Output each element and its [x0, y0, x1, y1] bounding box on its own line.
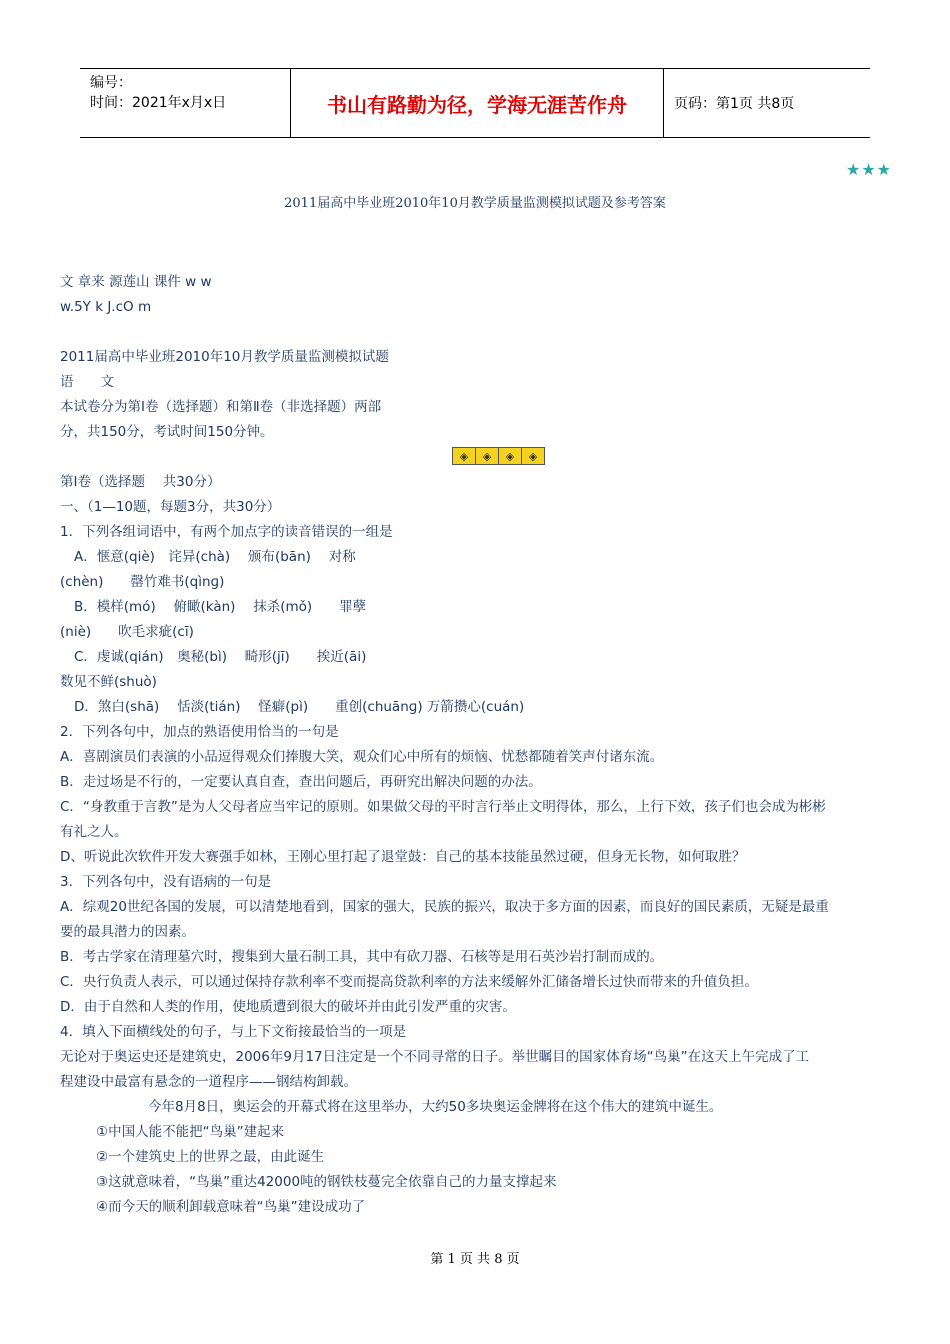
header-meta — [80, 69, 290, 137]
passage: 无论对于奥运史还是建筑史，2006年9月17日注定是一个不同寻常的日子。举世瞩目的国家体育场“鸟巢”在这天上午完成了工 — [60, 1049, 810, 1065]
sentence-option: ④而今天的顺利卸载意味着“鸟巢”建设成功了 — [96, 1199, 366, 1215]
option-cont: 要的最具潜力的因素。 — [60, 924, 195, 940]
header-page-info: 页码：第1页 共8页 — [674, 96, 795, 112]
option-cont: (chèn) 罄竹难书(qìnɡ) — [60, 574, 225, 590]
sentence-option: ③这就意味着，“鸟巢”重达42000吨的钢铁枝蔓完全依靠自己的力量支撑起来 — [96, 1174, 557, 1190]
decorative-logo-icon: ◈ ◈ ◈ ◈ — [452, 447, 545, 465]
instructions: 分，共150分，考试时间150分钟。 — [60, 424, 274, 440]
header-motto: 书山有路勤为径，学海无涯苦作舟 — [290, 69, 664, 137]
sentence-option: ②一个建筑史上的世界之最，由此诞生 — [96, 1149, 325, 1165]
option-cont: 有礼之人。 — [60, 824, 128, 840]
sentence-option: ①中国人能不能把“鸟巢”建起来 — [96, 1124, 285, 1140]
option: B．走过场是不行的，一定要认真自查，查出问题后，再研究出解决问题的办法。 — [60, 774, 542, 790]
option-cont: (niè) 吹毛求疵(cī) — [60, 624, 194, 640]
option: C．央行负责人表示，可以通过保持存款利率不变而提高贷款利率的方法来缓解外汇储备增长过快而带来的升值负担。 — [60, 974, 758, 990]
page-header — [80, 68, 870, 138]
code-label: 编号： — [90, 75, 132, 91]
option: B．模样(mó) 俯瞰(kàn) 抹杀(mǒ) 罪孽 — [74, 599, 367, 615]
source-line: w.5Y k J.cO m — [60, 299, 152, 315]
question-1: 1．下列各组词语中，有两个加点字的读音错误的一组是 — [60, 524, 393, 540]
page-footer: 第 1 页 共 8 页 — [430, 1252, 520, 1267]
section-subheading: 一、（1—10题，每题3分，共30分） — [60, 499, 281, 515]
source-line: 文 章来 源莲山 课件 w w — [60, 274, 212, 290]
question-3: 3．下列各句中，没有语病的一句是 — [60, 874, 272, 890]
exam-title: 2011届高中毕业班2010年10月教学质量监测模拟试题 — [60, 349, 389, 365]
section-heading: 第Ⅰ卷（选择题 共30分） — [60, 474, 221, 490]
subject: 语 文 — [60, 374, 114, 390]
option: D、听说此次软件开发大赛强手如林，王刚心里打起了退堂鼓：自己的基本技能虽然过硬，但身无长物，如何取胜？ — [60, 849, 746, 865]
passage: 今年8月8日，奥运会的开幕式将在这里举办，大约50多块奥运金牌将在这个伟大的建筑中诞生。 — [148, 1099, 723, 1115]
option: A．惬意(qiè) 诧异(chà) 颁布(bān) 对称 — [74, 549, 356, 565]
date-label: 时间：2021年x月x日 — [90, 95, 227, 111]
instructions: 本试卷分为第Ⅰ卷（选择题）和第Ⅱ卷（非选择题）两部 — [60, 399, 382, 415]
option: C．虔诚(qián) 奥秘(bì) 畸形(jī) 挨近(āi) — [74, 649, 367, 665]
document-title: 2011届高中毕业班2010年10月教学质量监测模拟试题及参考答案 — [284, 196, 666, 211]
question-4: 4．填入下面横线处的句子，与上下文衔接最恰当的一项是 — [60, 1024, 407, 1040]
option-cont: 数见不鲜(shuò) — [60, 674, 157, 690]
option: A．喜剧演员们表演的小品逗得观众们捧腹大笑，观众们心中所有的烦恼、忧愁都随着笑声付诸东流。 — [60, 749, 664, 765]
document-body — [60, 270, 890, 1220]
option: A．综观20世纪各国的发展，可以清楚地看到，国家的强大，民族的振兴，取决于多方面的因素，而良好的国民素质，无疑是最重 — [60, 899, 829, 915]
passage: 程建设中最富有悬念的一道程序——钢结构卸载。 — [60, 1074, 357, 1090]
question-2: 2．下列各句中，加点的熟语使用恰当的一句是 — [60, 724, 339, 740]
option: D．由于自然和人类的作用，使地质遭到很大的破坏并由此引发严重的灾害。 — [60, 999, 516, 1015]
difficulty-stars: ★★★ — [845, 160, 892, 179]
option: D．煞白(shā) 恬淡(tián) 怪癖(pì) 重创(chuānɡ) 万箭攒心(cuán) — [74, 699, 525, 715]
option: B．考古学家在清理墓穴时，搜集到大量石制工具，其中有砍刀器、石核等是用石英沙岩打制而成的。 — [60, 949, 664, 965]
option: C．“身教重于言教”是为人父母者应当牢记的原则。如果做父母的平时言行举止文明得体，那么，上行下效，孩子们也会成为彬彬 — [60, 799, 826, 815]
